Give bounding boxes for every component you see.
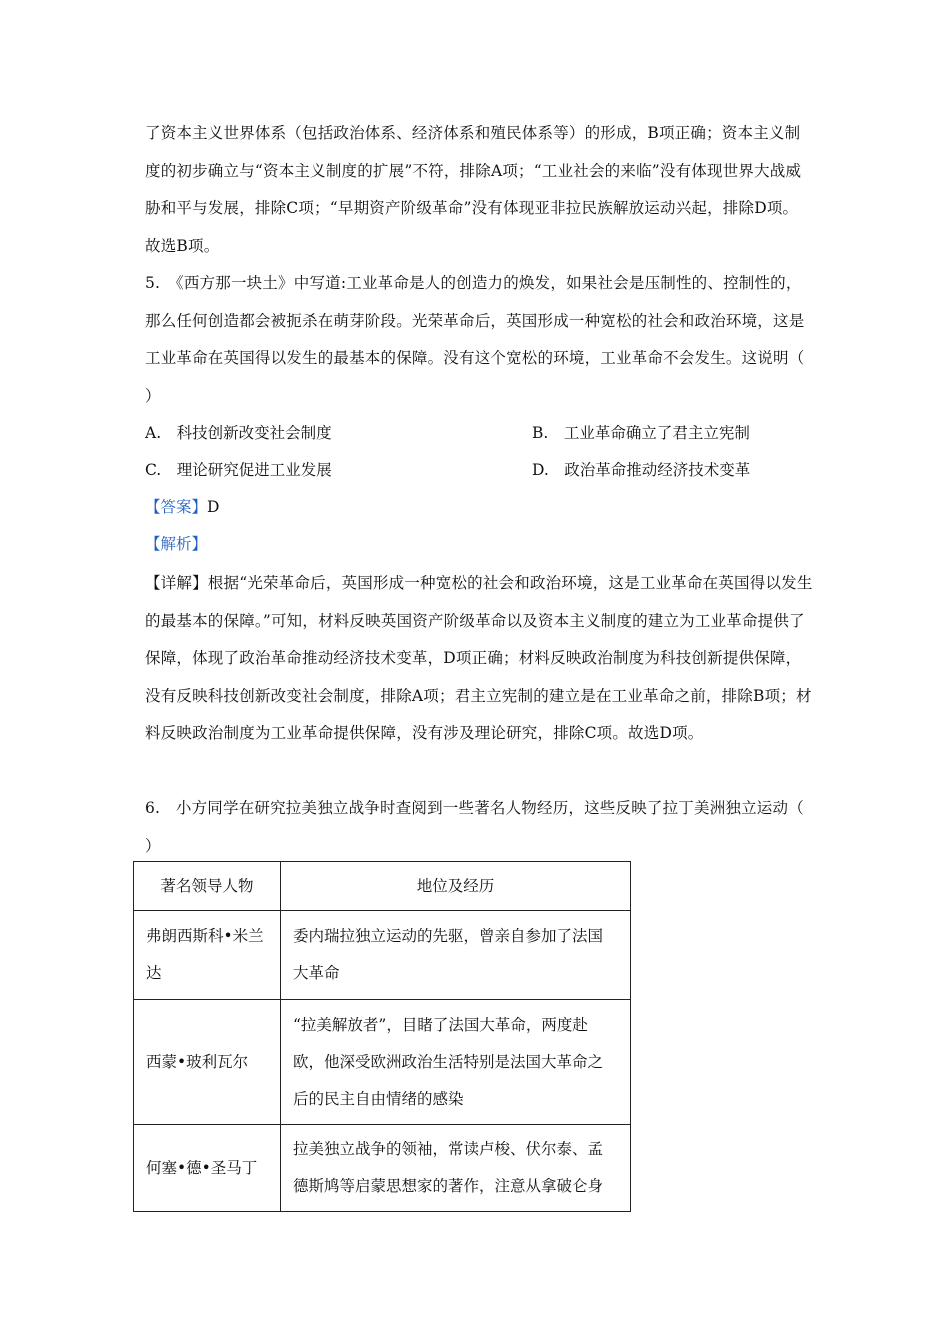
table-header-cell: 地位及经历 <box>281 862 631 911</box>
leaders-table <box>133 861 631 1212</box>
table-header-row <box>134 862 631 911</box>
q6-stem: 6. 小方同学在研究拉美独立战争时查阅到一些著名人物经历，这些反映了拉丁美洲独立运动（ ） <box>145 799 836 855</box>
leader-experience-cell: 委内瑞拉独立运动的先驱，曾亲自参加了法国大革命 <box>281 911 631 1000</box>
analysis-tag: 【解析】 <box>145 535 208 553</box>
leader-name-cell: 弗朗西斯科•米兰达 <box>134 911 281 1000</box>
leader-experience-cell: 拉美独立战争的领袖，常读卢梭、伏尔泰、孟德斯鸠等启蒙思想家的著作，注意从拿破仑身 <box>281 1125 631 1212</box>
table-row <box>134 911 631 1000</box>
q5-option-b: B. 工业革命确立了君主立宪制 <box>532 424 750 442</box>
leader-name-cell: 西蒙•玻利瓦尔 <box>134 1000 281 1125</box>
q5-stem: 5. 《西方那一块土》中写道:工业革命是人的创造力的焕发，如果社会是压制性的、控制性的，那么任何创造都会被扼杀在萌芽阶段。光荣革命后，英国形成一种宽松的社会和政治环境，这是工业革命在英国得以发生的最基本的保障。没有这个宽松的环境，工业革命不会发生。这说明（ ） <box>145 274 836 405</box>
q4-analysis-continuation: 了资本主义世界体系（包括政治体系、经济体系和殖民体系等）的形成，B项正确；资本主义制度的初步确立与“资本主义制度的扩展”不符，排除A项；“工业社会的来临”没有体现世界大战威胁和平与发展，排除C项；“早期资产阶级革命”没有体现亚非拉民族解放运动兴起，排除D项。故选B项。 <box>145 124 802 255</box>
q5-detail <box>145 565 813 753</box>
table-row <box>134 1125 631 1212</box>
answer-value: D <box>207 498 220 516</box>
q5-option-d: D. 政治革命推动经济技术变革 <box>532 461 751 479</box>
detail-tag: 【详解】 <box>145 574 208 592</box>
q5-option-a: A. 科技创新改变社会制度 <box>145 424 332 442</box>
table-header-cell: 著名领导人物 <box>134 862 281 911</box>
q5-answer-line <box>145 492 219 522</box>
detail-text: 根据“光荣革命后，英国形成一种宽松的社会和政治环境，这是工业革命在英国得以发生的最基本的保障。”可知，材料反映英国资产阶级革命以及资本主义制度的建立为工业革命提供了保障，体现了政治革命推动经济技术变革，D项正确；材料反映政治制度为科技创新提供保障，没有反映科技创新改变社会制度，排除A项；君主立宪制的建立是在工业革命之前，排除B项；材料反映政治制度为工业革命提供保障，没有涉及理论研究，排除C项。故选D项。 <box>145 574 813 742</box>
q5-option-c: C. 理论研究促进工业发展 <box>145 461 332 479</box>
table-row <box>134 1000 631 1125</box>
leader-name-cell: 何塞•德•圣马丁 <box>134 1125 281 1212</box>
answer-tag: 【答案】 <box>145 498 208 516</box>
leader-experience-cell: “拉美解放者”，目睹了法国大革命，两度赴欧，他深受欧洲政治生活特别是法国大革命之后的民主自由情绪的感染 <box>281 1000 631 1125</box>
